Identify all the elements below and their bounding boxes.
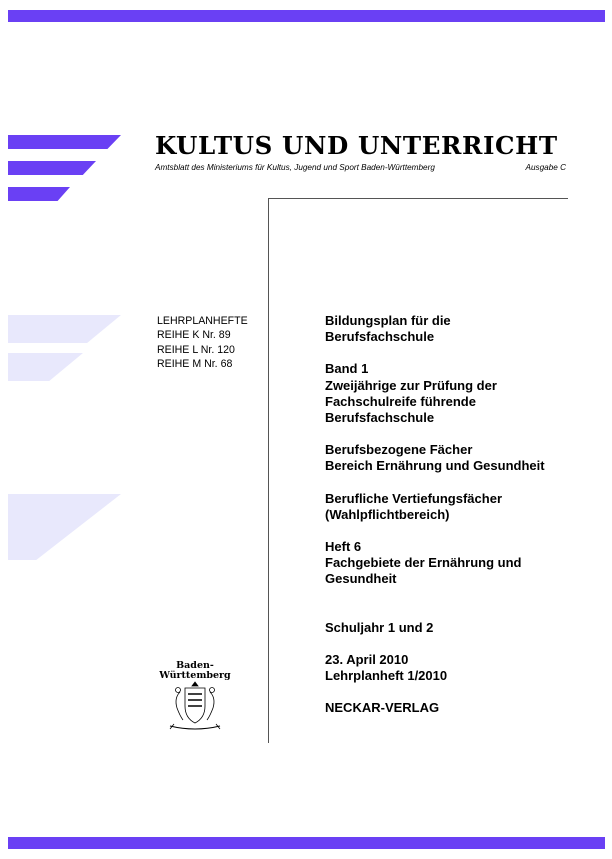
subjects-section [325, 442, 595, 474]
series-item: REIHE L Nr. 120 [157, 343, 235, 356]
publisher: NECKAR-VERLAG [325, 700, 440, 716]
decorative-light-stripe-1 [8, 315, 121, 343]
band-line: Fachschulreife führende [325, 393, 476, 409]
issue-date: 23. April 2010 [325, 651, 409, 667]
heft-line: Heft 6 [325, 539, 362, 555]
coat-of-arms-icon [170, 682, 220, 729]
band-line: Band 1 [325, 361, 369, 377]
column-divider [268, 198, 269, 743]
series-list [157, 314, 248, 371]
top-accent-bar [8, 10, 605, 22]
bottom-accent-bar [8, 837, 605, 849]
plan-title-line: Berufsfachschule [325, 329, 435, 345]
plan-title-line: Bildungsplan für die [325, 313, 451, 328]
electives-line: Berufliche Vertiefungsfächer [325, 490, 502, 506]
issue-number: Lehrplanheft 1/2010 [325, 668, 448, 684]
band-line: Zweijährige zur Prüfung der [325, 377, 497, 393]
heft-line: Gesundheit [325, 571, 397, 587]
document-content [325, 313, 595, 716]
crest-text-line2: Württemberg [159, 670, 231, 681]
header-rule [268, 198, 568, 199]
subjects-line: Bereich Ernährung und Gesundheit [325, 458, 545, 474]
plan-title [325, 313, 595, 345]
electives-line: (Wahlpflichtbereich) [325, 506, 450, 522]
series-item: REIHE M Nr. 68 [157, 357, 233, 370]
electives-section [325, 491, 595, 523]
series-heading: LEHRPLANHEFTE [157, 315, 248, 327]
decorative-stripe-1 [8, 135, 121, 149]
series-item: REIHE K Nr. 89 [157, 329, 231, 342]
gazette-description: Amtsblatt des Ministeriums für Kultus, Jugend und Sport Baden-Württemberg [155, 163, 435, 172]
crest-text-line1: Baden- [176, 660, 214, 671]
decorative-stripe-2 [8, 161, 96, 175]
heft-section [325, 539, 595, 588]
band-line: Berufsfachschule [325, 410, 435, 426]
school-year: Schuljahr 1 und 2 [325, 619, 434, 635]
decorative-stripe-3 [8, 187, 70, 201]
edition-label: Ausgabe C [525, 163, 566, 172]
heft-line: Fachgebiete der Ernährung und [325, 555, 522, 571]
band-section [325, 361, 595, 426]
decorative-light-stripe-3 [8, 494, 121, 560]
masthead-title: KULTUS UND UNTERRICHT [155, 131, 558, 160]
subjects-line: Berufsbezogene Fächer [325, 442, 473, 458]
decorative-light-stripe-2 [8, 353, 83, 381]
baden-wuerttemberg-crest-logo [150, 658, 240, 732]
masthead-subtitle [155, 163, 566, 172]
